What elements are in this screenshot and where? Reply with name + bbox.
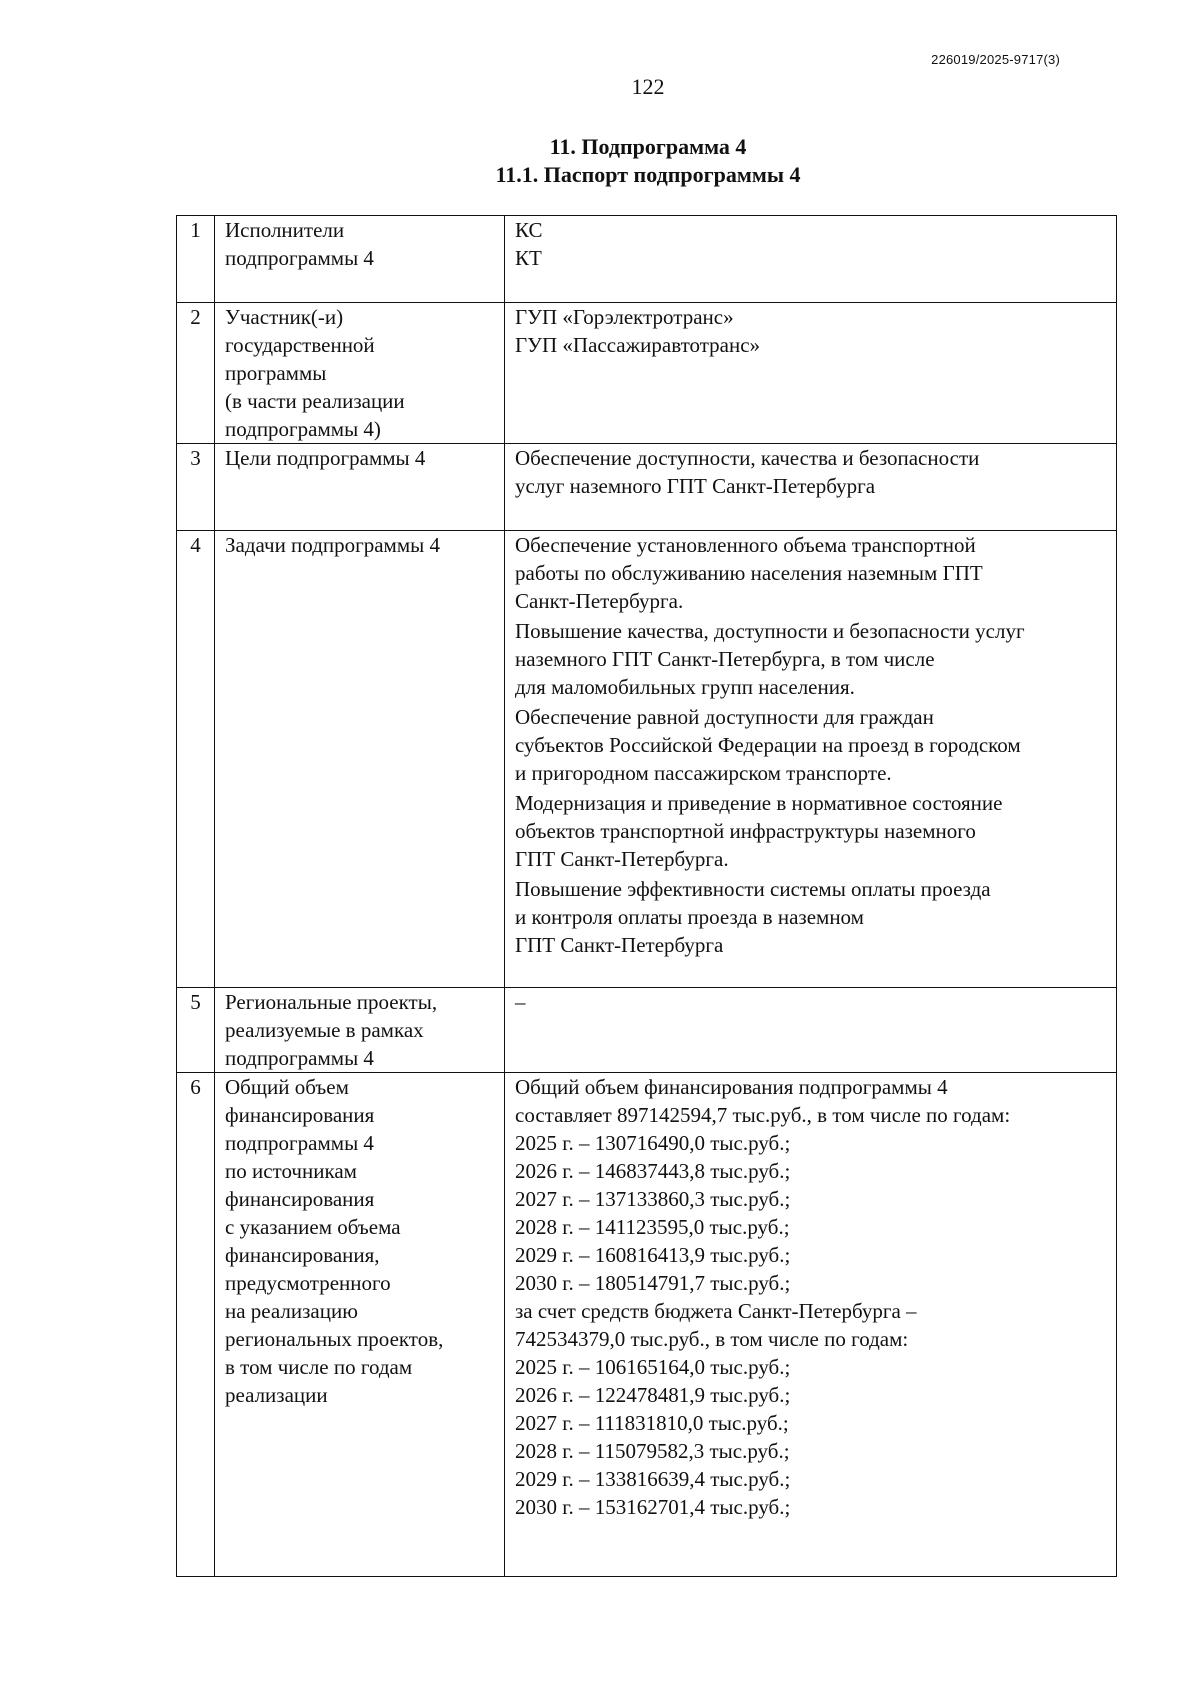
value-paragraph: Повышение эффективности системы оплаты проезда и контроля оплаты проезда в наземном ГПТ Санкт-Петербурга (515, 877, 991, 957)
value-paragraph: Повышение качества, доступности и безопасности услуг наземного ГПТ Санкт-Петербурга, в том числе для маломобильных групп населения. (515, 619, 1025, 699)
table-row (177, 444, 1117, 531)
row-label-text: Цели подпрограммы 4 (225, 446, 426, 470)
row-label (215, 303, 505, 444)
row-label (215, 1073, 505, 1577)
page-number: 122 (631, 74, 665, 99)
table-row (177, 531, 1117, 988)
row-number: 2 (177, 303, 215, 444)
row-label (215, 988, 505, 1073)
document-registration-number: 226019/2025-9717(3) (931, 52, 1060, 67)
row-value (505, 531, 1117, 988)
row-label (215, 531, 505, 988)
row-label-text: Исполнители подпрограммы 4 (225, 218, 374, 270)
table-row (177, 1073, 1117, 1577)
subsection-title: 11.1. Паспорт подпрограммы 4 (495, 162, 801, 187)
row-number: 3 (177, 444, 215, 531)
value-paragraph: ГУП «Горэлектротранс» ГУП «Пассажиравтотранс» (515, 305, 761, 357)
table-row (177, 303, 1117, 444)
section-title: 11. Подпрограмма 4 (549, 134, 747, 159)
row-value (505, 444, 1117, 531)
subprogram-passport-table (176, 215, 1117, 1577)
row-value (505, 1073, 1117, 1577)
value-paragraph: Общий объем финансирования подпрограммы 4 составляет 897142594,7 тыс.руб., в том числе по годам: 2025 г. – 130716490,0 тыс.руб.; 2026 г. – 146837443,8 тыс.руб.; 2027 г. – 137133860,3 тыс.руб.; 2028 г. – 141123595,0 тыс.руб.; 2029 г. – 160816413,9 тыс.руб.; 2030 г. – 180514791,7 тыс.руб.; за счет средств бюджета Санкт-Петербурга – 742534379,0 тыс.руб., в том числе по годам: 2025 г. – 106165164,0 тыс.руб.; 2026 г. – 122478481,9 тыс.руб.; 2027 г. – 111831810,0 тыс.руб.; 2028 г. – 115079582,3 тыс.руб.; 2029 г. – 133816639,4 тыс.руб.; 2030 г. – 153162701,4 тыс.руб.; (515, 1075, 1011, 1519)
value-paragraph: – (515, 990, 526, 1014)
value-paragraph: Обеспечение установленного объема транспортной работы по обслуживанию населения наземным ГПТ Санкт-Петербурга. (515, 533, 983, 613)
row-value (505, 303, 1117, 444)
section-heading (0, 133, 1200, 189)
row-number: 5 (177, 988, 215, 1073)
value-paragraph: Обеспечение равной доступности для граждан субъектов Российской Федерации на проезд в городском и пригородном пассажирском транспорте. (515, 705, 1021, 785)
value-paragraph: Обеспечение доступности, качества и безопасности услуг наземного ГПТ Санкт-Петербурга (515, 446, 980, 498)
row-value (505, 988, 1117, 1073)
row-number: 1 (177, 216, 215, 303)
row-label (215, 216, 505, 303)
row-number: 4 (177, 531, 215, 988)
row-label-text: Региональные проекты, реализуемые в рамках подпрограммы 4 (225, 990, 438, 1070)
row-label-text: Участник(-и) государственной программы (в части реализации подпрограммы 4) (225, 305, 405, 441)
row-value (505, 216, 1117, 303)
row-label (215, 444, 505, 531)
value-paragraph: КС КТ (515, 218, 543, 270)
row-number: 6 (177, 1073, 215, 1577)
row-label-text: Общий объем финансирования подпрограммы 4 по источникам финансирования с указанием объема финансирования, предусмотренного на реализацию региональных проектов, в том числе по годам реализации (225, 1075, 444, 1407)
row-label-text: Задачи подпрограммы 4 (225, 533, 440, 557)
value-paragraph: Модернизация и приведение в нормативное состояние объектов транспортной инфраструктуры наземного ГПТ Санкт-Петербурга. (515, 791, 1003, 871)
table-row (177, 216, 1117, 303)
table-row (177, 988, 1117, 1073)
